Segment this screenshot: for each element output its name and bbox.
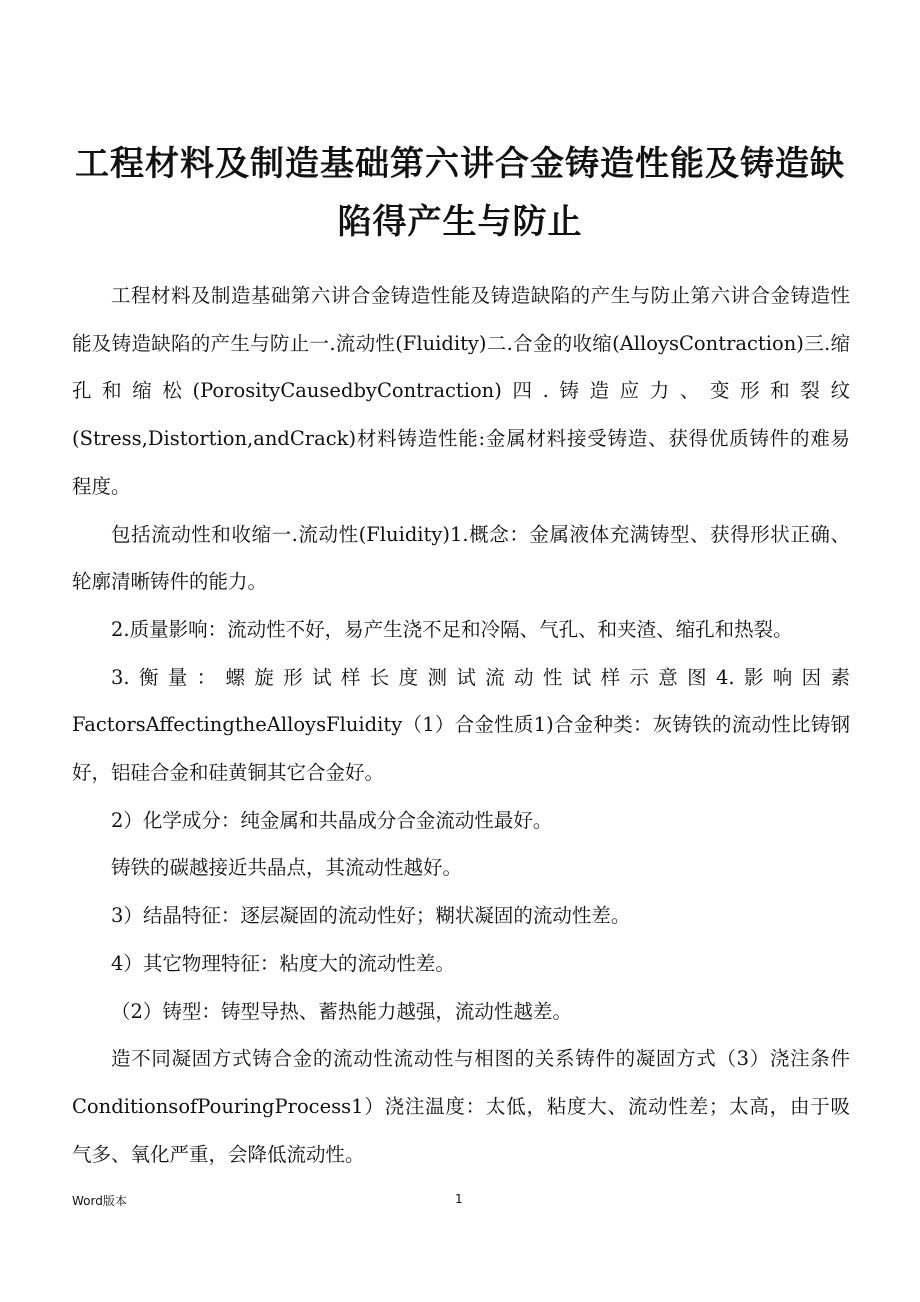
paragraph: 造不同凝固方式铸合金的流动性流动性与相图的关系铸件的凝固方式（3）浇注条件ConditionsofPouringProcess1）浇注温度：太低，粘度大、流动性差；太高，由于吸气多、氧化严重，会降低流动性。 (72, 1047, 850, 1166)
paragraph: 2）化学成分：纯金属和共晶成分合金流动性最好。 (111, 808, 553, 832)
document-body (72, 272, 850, 1178)
footer-label: Word版本 (72, 1194, 127, 1208)
document-title: 工程材料及制造基础第六讲合金铸造性能及铸造缺陷得产生与防止 (75, 144, 845, 242)
page-number: 1 (455, 1192, 463, 1206)
paragraph: （2）铸型：铸型导热、蓄热能力越强，流动性越差。 (111, 999, 572, 1023)
paragraph: 铸铁的碳越接近共晶点，其流动性越好。 (111, 856, 463, 880)
paragraph: 4）其它物理特征：粘度大的流动性差。 (111, 951, 455, 975)
paragraph: 3）结晶特征：逐层凝固的流动性好；糊状凝固的流动性差。 (111, 904, 631, 928)
paragraph: 3.衡量：螺旋形试样长度测试流动性试样示意图4.影响因素FactorsAffectingtheAlloysFluidity（1）合金性质1)合金种类：灰铸铁的流动性比铸钢好，铝硅合金和硅黄铜其它合金好。 (72, 665, 850, 785)
paragraph: 工程材料及制造基础第六讲合金铸造性能及铸造缺陷的产生与防止第六讲合金铸造性能及铸造缺陷的产生与防止一.流动性(Fluidity)二.合金的收缩(AlloysContraction)三.缩孔和缩松(PorosityCausedbyContraction)四.铸造应力、变形和裂纹(Stress,Distortion,andCrack)材料铸造性能:金属材料接受铸造、获得优质铸件的难易程度。 (72, 284, 850, 498)
paragraph: 包括流动性和收缩一.流动性(Fluidity)1.概念：金属液体充满铸型、获得形状正确、轮廓清晰铸件的能力。 (72, 522, 850, 594)
paragraph: 2.质量影响：流动性不好，易产生浇不足和冷隔、气孔、和夹渣、缩孔和热裂。 (111, 617, 793, 641)
